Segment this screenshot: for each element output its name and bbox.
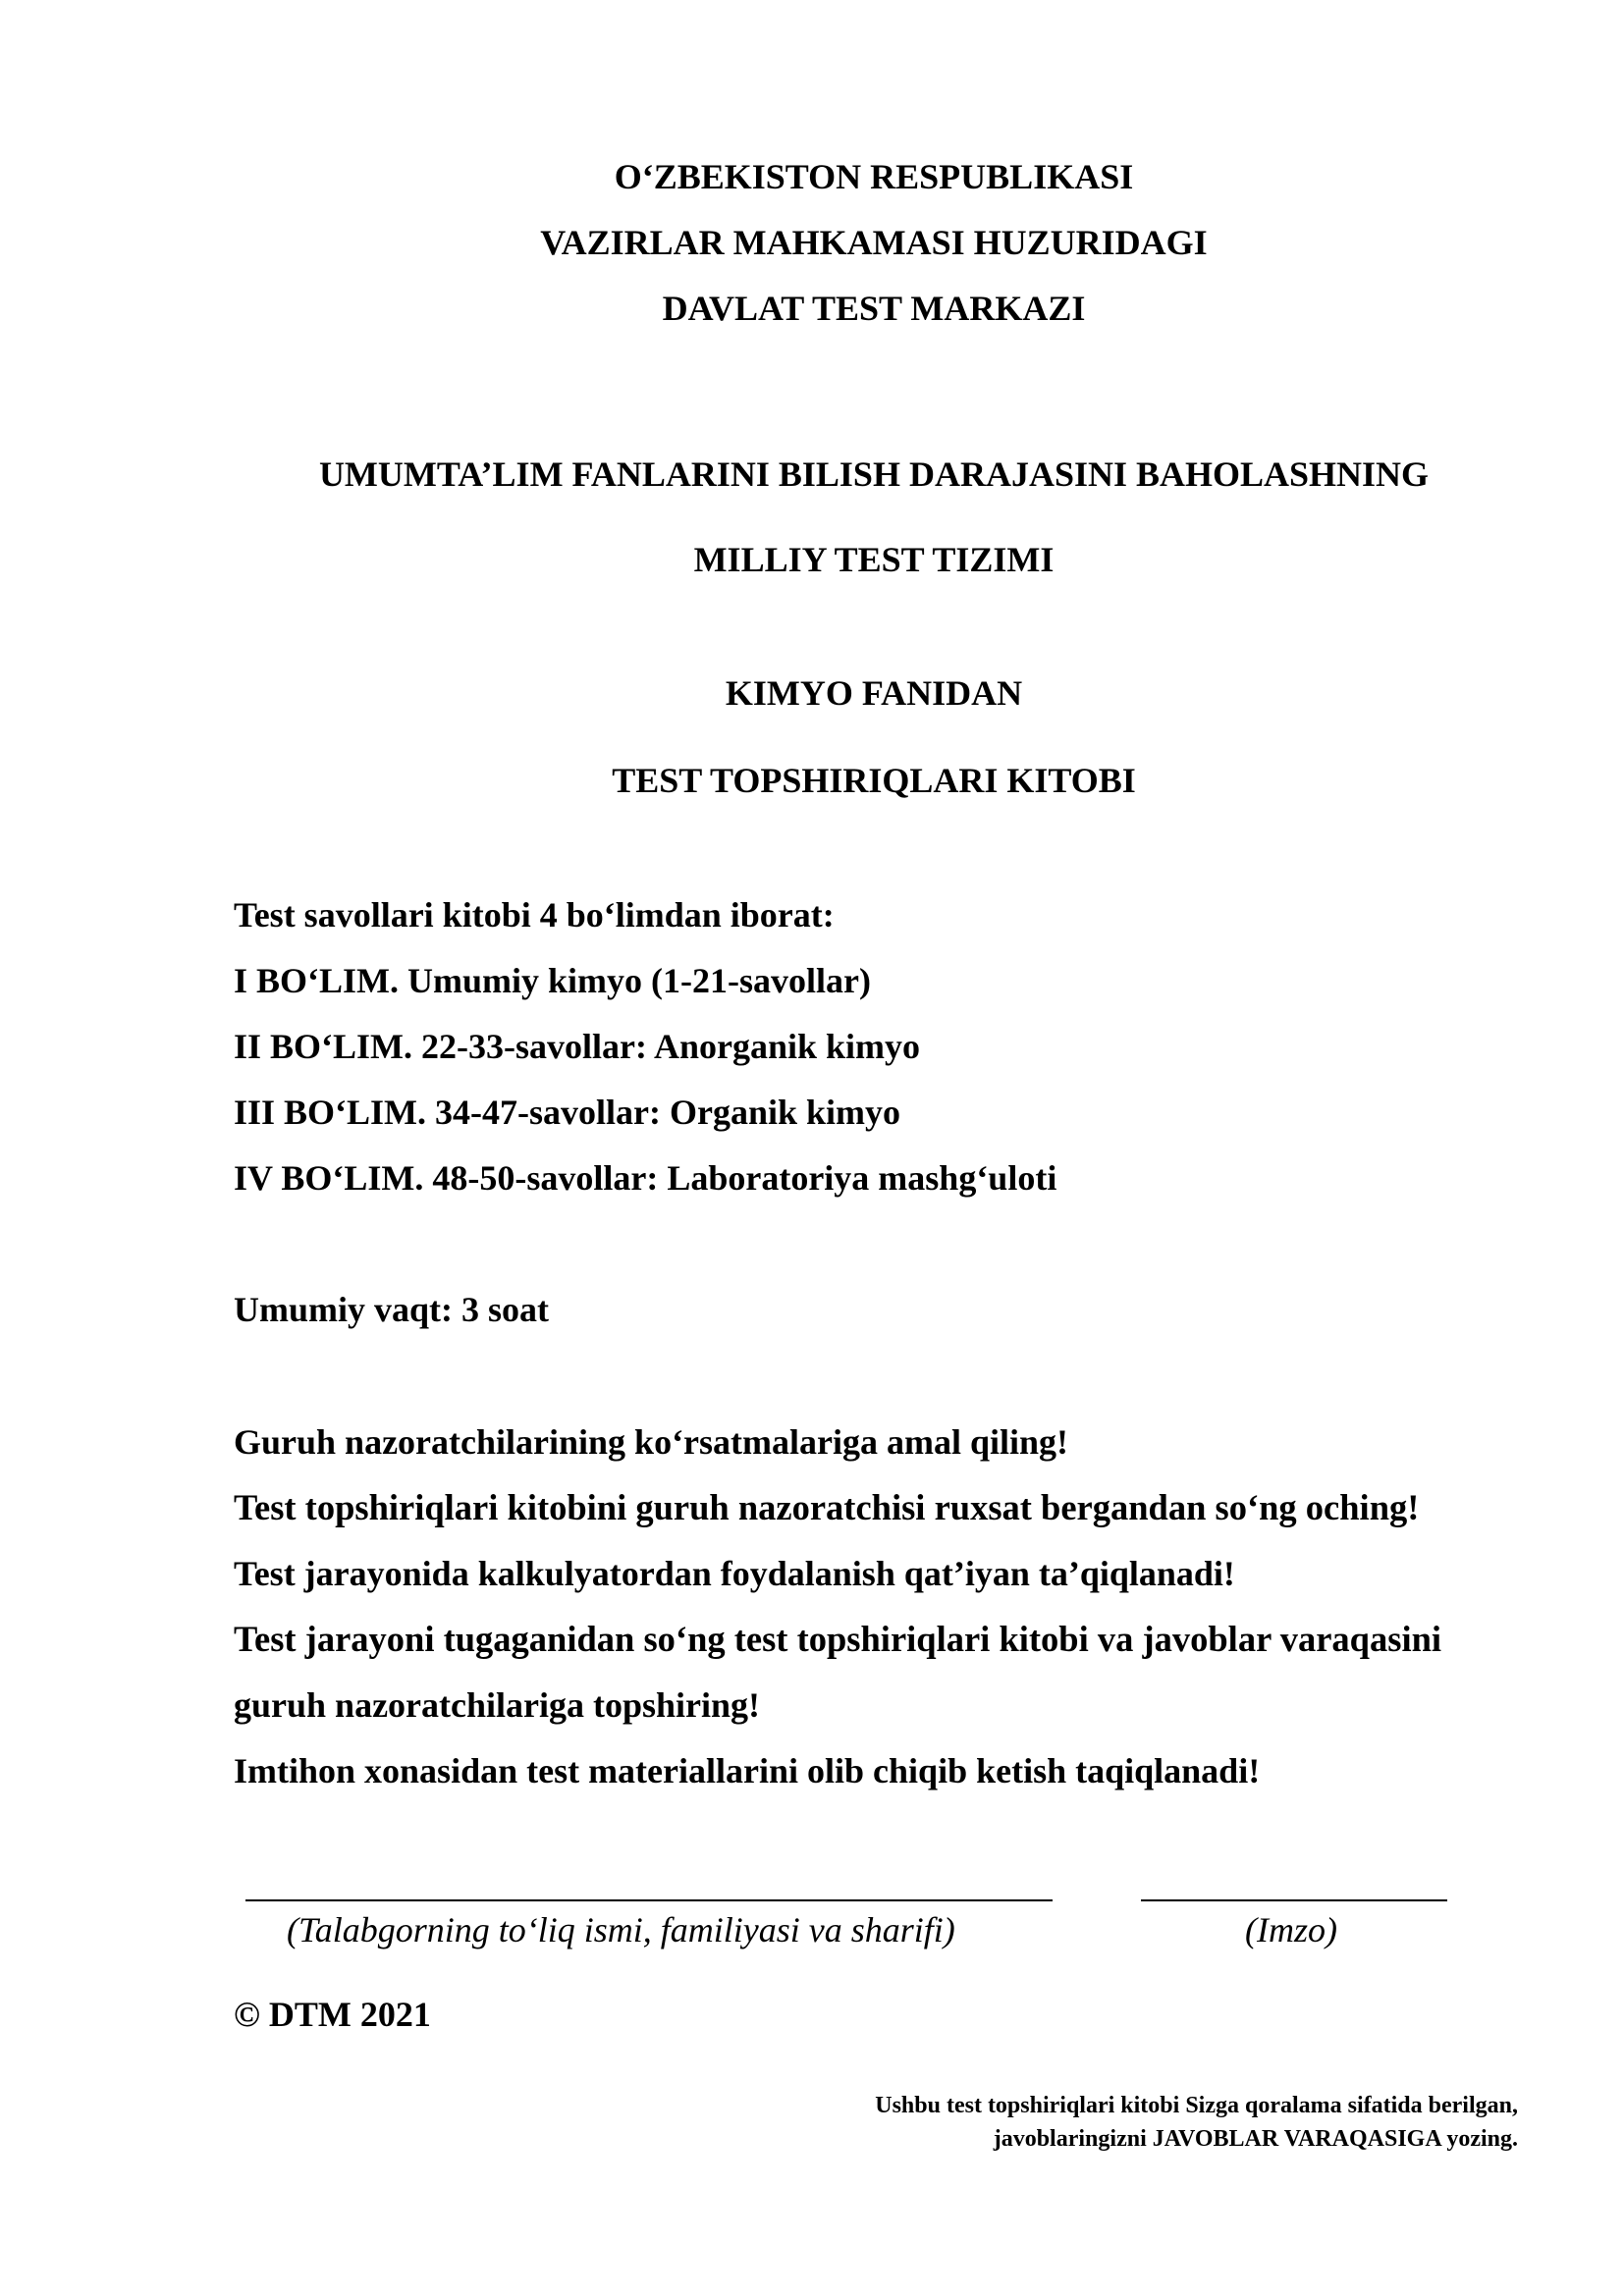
rule-3: Test jarayonida kalkulyatordan foydalanish qat’iyan ta’qiqlanadi!	[234, 1554, 1235, 1593]
section-item-3: III BO‘LIM. 34-47-savollar: Organik kimyo	[234, 1093, 901, 1132]
rule-5: guruh nazoratchilariga topshiring!	[234, 1685, 761, 1725]
footer-note-line1: Ushbu test topshiriqlari kitobi Sizga qoralama sifatida berilgan,	[875, 2093, 1518, 2118]
footer-note-line2: javoblaringizni JAVOBLAR VARAQASIGA yozing.	[993, 2126, 1518, 2152]
section-item-2: II BO‘LIM. 22-33-savollar: Anorganik kimyo	[234, 1027, 921, 1066]
system-title-line1: UMUMTA’LIM FANLARINI BILISH DARAJASINI BAHOLASHNING	[318, 454, 1430, 494]
total-time: Umumiy vaqt: 3 soat	[234, 1290, 549, 1329]
header-line-ministry: VAZIRLAR MAHKAMASI HUZURIDAGI	[540, 223, 1208, 262]
copyright: © DTM 2021	[234, 1995, 431, 2034]
system-title-line2: MILLIY TEST TIZIMI	[693, 540, 1055, 579]
header-line-center: DAVLAT TEST MARKAZI	[662, 289, 1086, 328]
rule-2: Test topshiriqlari kitobini guruh nazoratchisi ruxsat bergandan so‘ng oching!	[234, 1487, 1420, 1527]
name-signature-line	[245, 1899, 1053, 1901]
header-line-country: O‘ZBEKISTON RESPUBLIKASI	[614, 157, 1134, 196]
book-title: TEST TOPSHIRIQLARI KITOBI	[612, 761, 1136, 800]
sections-intro: Test savollari kitobi 4 bo‘limdan iborat:	[234, 895, 835, 934]
section-item-4: IV BO‘LIM. 48-50-savollar: Laboratoriya mashg‘uloti	[234, 1158, 1057, 1198]
section-item-1: I BO‘LIM. Umumiy kimyo (1-21-savollar)	[234, 961, 871, 1000]
sign-signature-line	[1141, 1899, 1447, 1901]
rule-1: Guruh nazoratchilarining ko‘rsatmalariga amal qiling!	[234, 1422, 1069, 1462]
sign-caption: (Imzo)	[1245, 1910, 1337, 1949]
subject-title: KIMYO FANIDAN	[725, 673, 1023, 713]
rule-6: Imtihon xonasidan test materiallarini olib chiqib ketish taqiqlanadi!	[234, 1751, 1261, 1790]
name-caption: (Talabgorning to‘liq ismi, familiyasi va sharifi)	[287, 1910, 955, 1949]
rule-4: Test jarayoni tugaganidan so‘ng test topshiriqlari kitobi va javoblar varaqasini	[234, 1619, 1442, 1659]
